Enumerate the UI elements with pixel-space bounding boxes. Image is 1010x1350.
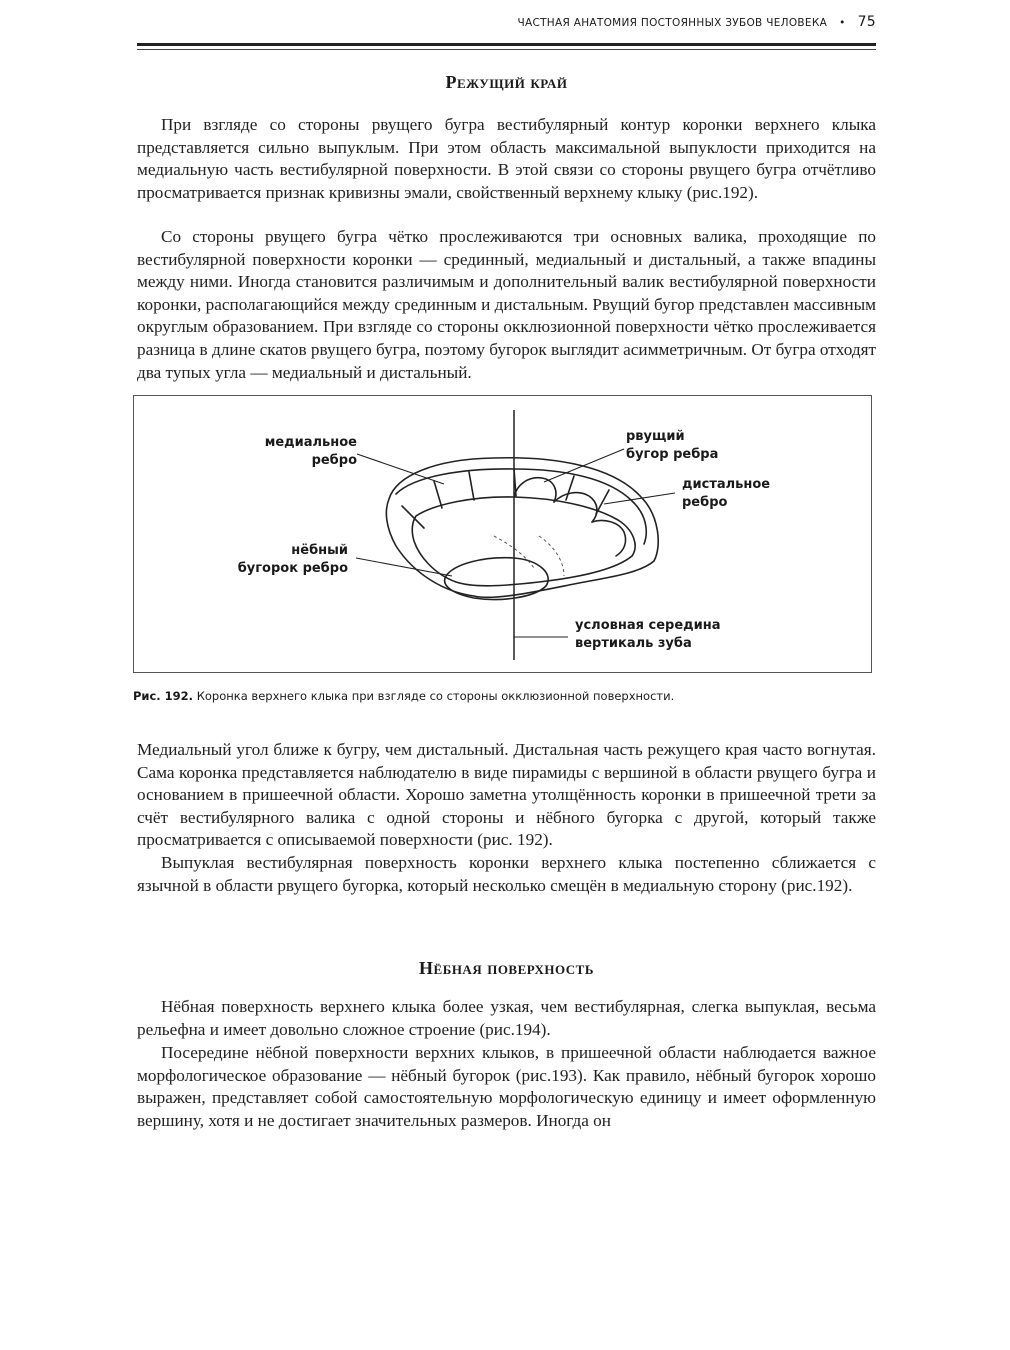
ridge-line <box>566 476 574 500</box>
label-distal-ridge <box>682 476 770 512</box>
section-heading-palatal-surface: Нёбная поверхность <box>419 958 594 978</box>
cusp-lobe <box>554 493 597 522</box>
leader-palatal <box>356 558 452 576</box>
label-line: бугор ребра <box>626 447 719 462</box>
label-line: медиальное <box>264 435 357 450</box>
ridge-line <box>469 472 474 500</box>
paragraph: Медиальный угол ближе к бугру, чем дистальный. Дистальная часть режущего края часто вогнутая. Сама коронка представляется наблюдателю в виде пирамиды с вершиной в области рвущего бугра и основанием в пришеечной области. Хорошо заметна утолщённость коронки в пришеечной трети за счёт вестибулярного валика с одной стороны и нёбного бугорка с другой, который также просматривается с описываемой поверхности (рис. 192). <box>137 740 876 850</box>
paragraph: Выпуклая вестибулярная поверхность коронки верхнего клыка постепенно сближается с язычной в области рвущего бугорка, который несколько смещён в медиальную сторону (рис.192). <box>137 853 876 895</box>
tooth-crown-illustration <box>134 396 873 674</box>
label-line: вертикаль зуба <box>575 636 692 651</box>
ridge-line <box>434 481 442 508</box>
cusp-lobe <box>592 520 626 556</box>
header-bullet: • <box>839 17 846 29</box>
paragraph: Нёбная поверхность верхнего клыка более узкая, чем вестибулярная, слегка выпуклая, весьма рельефна и имеет довольно сложное строение (рис.194). <box>137 997 876 1039</box>
label-medial-ridge <box>264 434 357 470</box>
label-line: условная середина <box>575 618 721 633</box>
header-rule-thick <box>137 43 876 46</box>
running-title: ЧАСТНАЯ АНАТОМИЯ ПОСТОЯННЫХ ЗУБОВ ЧЕЛОВЕКА <box>517 17 828 29</box>
paragraph: Со стороны рвущего бугра чётко прослеживаются три основных валика, проходящие по вестибулярной поверхности коронки — срединный, медиальный и дистальный, а также впадины между ними. Иногда становится различимым и дополнительный валик вестибулярной поверхности коронки, располагающийся между срединным и дистальным. Рвущий бугор представлен массивным округлым образованием. При взгляде со стороны окклюзионной поверхности чётко прослеживается разница в длине скатов рвущего бугра, поэтому бугорок выглядит асимметричным. От бугра отходят два тупых угла — медиальный и дистальный. <box>137 227 876 382</box>
label-line: рвущий <box>626 429 685 444</box>
figure-caption <box>133 689 872 703</box>
running-header <box>137 14 876 30</box>
paragraph: Посередине нёбной поверхности верхних клыков, в пришеечной области наблюдается важное морфологическое образование — нёбный бугорок (рис.193). Как правило, нёбный бугорок хорошо выражен, представляет собой самостоятельную морфологическую единицу и имеет оформленную вершину, хотя и не достигает значительных размеров. Иногда он <box>137 1043 876 1130</box>
ridge-line <box>596 490 609 514</box>
label-line: ребро <box>682 495 728 510</box>
page-number: 75 <box>857 14 876 30</box>
label-palatal-tubercle <box>234 542 348 578</box>
leader-medial <box>357 454 444 484</box>
figure-192 <box>133 395 872 673</box>
paragraph: При взгляде со стороны рвущего бугра вестибулярный контур коронки верхнего клыка представляется сильно выпуклым. При этом область максимальной выпуклости приходится на медиальную часть вестибулярной поверхности. В этой связи со стороны рвущего бугра отчётливо просматривается признак кривизны эмали, свойственный верхнему клыку (рис.192). <box>137 115 876 202</box>
caption-number: Рис. 192. <box>133 689 194 703</box>
dashed-guide <box>539 536 564 576</box>
label-midline <box>575 617 721 653</box>
label-line: бугорок ребро <box>237 561 348 576</box>
label-cusp-tip <box>626 428 718 464</box>
label-line: дистальное <box>682 477 771 492</box>
occlusal-inner-outline <box>412 497 635 586</box>
header-rule-thin <box>137 49 876 50</box>
label-line: ребро <box>311 453 357 468</box>
label-line: нёбный <box>291 543 348 558</box>
caption-text: Коронка верхнего клыка при взгляде со стороны окклюзионной поверхности. <box>196 689 675 703</box>
section-heading-cutting-edge: Режущий край <box>445 72 568 92</box>
